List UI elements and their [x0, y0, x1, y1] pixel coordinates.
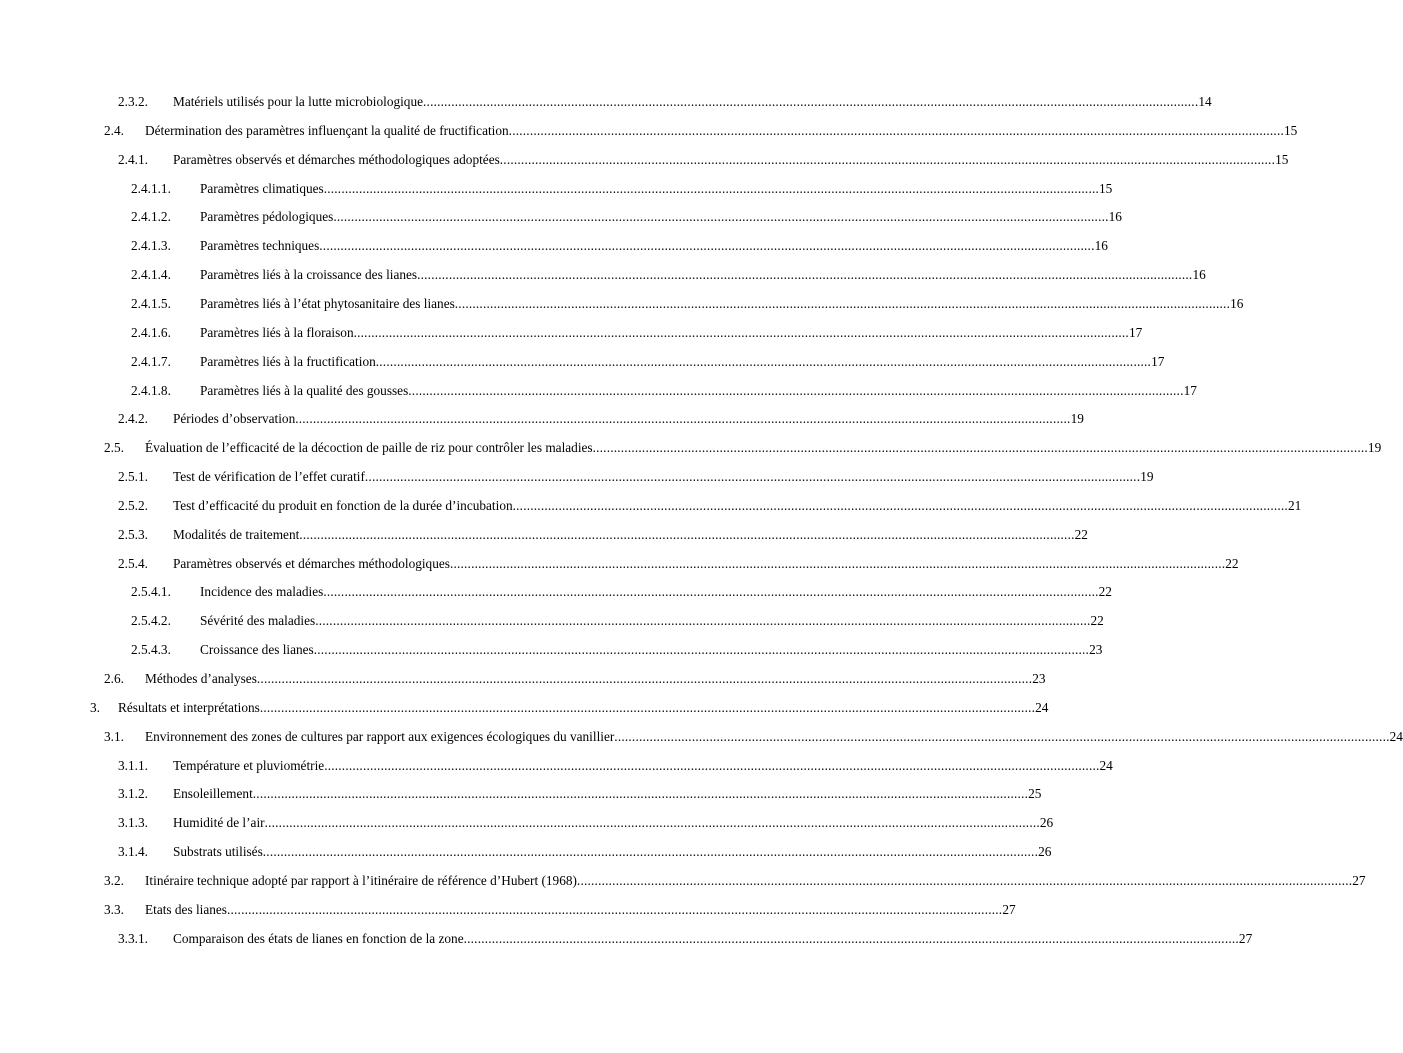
- toc-entry-page: 24: [1389, 728, 1403, 744]
- toc-entry[interactable]: [0, 930, 1253, 948]
- toc-entry[interactable]: [0, 295, 1244, 313]
- toc-dot-leader: ............................................................................................................................................................................................................................: [252, 786, 1029, 802]
- toc-entry-number: 2.4.1.3.: [131, 238, 171, 254]
- toc-entry-page: 19: [1070, 411, 1084, 427]
- toc-entry-title: Paramètres pédologiques: [200, 209, 334, 225]
- toc-entry-number: 2.5.4.2.: [131, 613, 171, 629]
- toc-entry[interactable]: [0, 526, 1088, 544]
- toc-entry-page: 26: [1039, 815, 1054, 831]
- toc-entry[interactable]: [0, 237, 1108, 255]
- toc-entry-number: 3.: [90, 699, 100, 715]
- toc-dot-leader: ............................................................................................................................................................................................................................: [226, 901, 1003, 917]
- toc-entry-page: 17: [1183, 382, 1197, 398]
- toc-entry-page: 16: [1108, 209, 1122, 225]
- toc-entry-page: 24: [1099, 757, 1113, 773]
- toc-entry-number: 2.4.1.4.: [131, 267, 171, 283]
- toc-entry-page: 14: [1198, 94, 1212, 109]
- toc-entry-page: 19: [1140, 469, 1154, 485]
- toc-dot-leader: ............................................................................................................................................................................................................................: [264, 815, 1040, 831]
- toc-entry-page: 25: [1028, 786, 1042, 802]
- toc-entry-title: Matériels utilisés pour la lutte microbiologique: [173, 94, 424, 109]
- toc-dot-leader: ............................................................................................................................................................................................................................: [408, 382, 1184, 398]
- toc-entry[interactable]: [0, 612, 1104, 630]
- toc-entry[interactable]: [0, 555, 1239, 573]
- toc-dot-leader: ............................................................................................................................................................................................................................: [423, 94, 1199, 109]
- toc-dot-leader: ............................................................................................................................................................................................................................: [313, 642, 1090, 658]
- toc-dot-leader: ............................................................................................................................................................................................................................: [364, 469, 1141, 485]
- toc-entry-page: 22: [1090, 613, 1104, 629]
- toc-entry-number: 2.5.4.: [118, 555, 148, 571]
- toc-entry-number: 2.4.2.: [118, 411, 148, 427]
- toc-entry[interactable]: [0, 151, 1289, 169]
- toc-entry-number: 3.1.3.: [118, 815, 148, 831]
- toc-entry[interactable]: [0, 843, 1052, 861]
- toc-entry-title: Paramètres observés et démarches méthodologiques adoptées: [173, 151, 500, 167]
- toc-entry-number: 2.4.1.: [118, 151, 148, 167]
- toc-entry-number: 2.4.: [104, 122, 124, 138]
- toc-entry[interactable]: [0, 901, 1016, 919]
- toc-dot-leader: ............................................................................................................................................................................................................................: [262, 844, 1039, 860]
- toc-dot-leader: ............................................................................................................................................................................................................................: [324, 757, 1100, 773]
- toc-dot-leader: ............................................................................................................................................................................................................................: [375, 353, 1152, 369]
- toc-entry-title: Sévérité des maladies: [200, 613, 316, 629]
- toc-entry-number: 2.4.1.7.: [131, 353, 171, 369]
- toc-entry[interactable]: [0, 208, 1122, 226]
- toc-dot-leader: ............................................................................................................................................................................................................................: [315, 613, 1091, 629]
- toc-entry[interactable]: [0, 93, 1212, 111]
- toc-entry-title: Environnement des zones de cultures par rapport aux exigences écologiques du vanillier: [145, 728, 615, 744]
- toc-entry-title: Paramètres climatiques: [200, 180, 324, 196]
- toc-entry-page: 19: [1367, 440, 1382, 456]
- toc-entry[interactable]: [0, 872, 1366, 890]
- toc-entry-number: 2.3.2.: [118, 94, 148, 109]
- toc-entry-title: Détermination des paramètres influençant la qualité de fructification: [145, 122, 509, 138]
- toc-entry-title: Itinéraire technique adopté par rapport à l’itinéraire de référence d’Hubert (1968): [145, 872, 577, 888]
- toc-entry-number: 2.5.1.: [118, 469, 148, 485]
- toc-entry-title: Ensoleillement: [173, 786, 253, 802]
- toc-entry-number: 2.5.3.: [118, 526, 148, 542]
- toc-entry-title: Modalités de traitement: [173, 526, 300, 542]
- toc-entry[interactable]: [0, 785, 1042, 803]
- toc-dot-leader: ............................................................................................................................................................................................................................: [323, 180, 1100, 196]
- toc-entry-title: Comparaison des états de lianes en fonction de la zone: [173, 930, 464, 946]
- toc-entry-page: 26: [1038, 844, 1052, 860]
- toc-entry-number: 3.2.: [104, 872, 124, 888]
- toc-entry[interactable]: [0, 670, 1046, 688]
- toc-entry-title: Incidence des maladies: [200, 584, 324, 600]
- toc-entry-number: 2.5.: [104, 440, 124, 456]
- toc-entry-number: 3.1.4.: [118, 844, 148, 860]
- toc-entry-number: 2.5.4.1.: [131, 584, 171, 600]
- toc-entry-page: 22: [1074, 526, 1088, 542]
- toc-entry-number: 2.6.: [104, 671, 124, 686]
- toc-dot-leader: ............................................................................................................................................................................................................................: [454, 295, 1231, 311]
- toc-entry-page: 24: [1035, 699, 1049, 715]
- toc-entry[interactable]: [0, 814, 1054, 832]
- toc-dot-leader: ............................................................................................................................................................................................................................: [333, 209, 1109, 225]
- toc-dot-leader: ............................................................................................................................................................................................................................: [417, 267, 1193, 283]
- toc-entry-number: 2.4.1.6.: [131, 324, 171, 340]
- toc-dot-leader: ............................................................................................................................................................................................................................: [463, 930, 1239, 946]
- toc-entry-title: Température et pluviométrie: [173, 757, 325, 773]
- toc-entry-number: 2.4.1.5.: [131, 295, 171, 311]
- toc-entry-title: Test de vérification de l’effet curatif: [173, 469, 365, 485]
- toc-entry-title: Paramètres liés à la croissance des lianes: [200, 267, 418, 283]
- toc-entry-page: 16: [1230, 295, 1244, 311]
- toc-entry-page: 23: [1089, 642, 1103, 658]
- toc-entry[interactable]: [0, 266, 1206, 284]
- toc-entry[interactable]: [0, 641, 1103, 659]
- toc-dot-leader: ............................................................................................................................................................................................................................: [259, 699, 1036, 715]
- toc-entry-page: 21: [1287, 497, 1302, 513]
- toc-entry-number: 3.3.: [104, 901, 124, 917]
- toc-entry[interactable]: [0, 324, 1143, 342]
- toc-entry[interactable]: [0, 353, 1165, 371]
- toc-entry-title: Etats des lianes: [145, 901, 227, 917]
- toc-entry-page: 16: [1094, 238, 1108, 254]
- toc-entry-title: Résultats et interprétations: [118, 699, 260, 715]
- toc-entry-number: 3.1.: [104, 728, 124, 744]
- toc-entry-title: Humidité de l’air: [173, 815, 265, 831]
- toc-entry-number: 2.5.2.: [118, 497, 148, 513]
- toc-entry[interactable]: [0, 497, 1302, 515]
- toc-dot-leader: ............................................................................................................................................................................................................................: [614, 728, 1390, 744]
- toc-entry-title: Paramètres observés et démarches méthodologiques: [173, 555, 450, 571]
- toc-entry-page: 15: [1275, 151, 1289, 167]
- toc-dot-leader: ............................................................................................................................................................................................................................: [592, 440, 1368, 456]
- toc-entry-title: Paramètres liés à la qualité des gousses: [200, 382, 409, 398]
- toc-entry-page: 15: [1099, 180, 1113, 196]
- toc-entry-title: Paramètres liés à la fructification: [200, 353, 376, 369]
- toc-entry-title: Paramètres liés à la floraison: [200, 324, 354, 340]
- toc-entry[interactable]: [0, 439, 1382, 457]
- toc-entry-number: 2.5.4.3.: [131, 642, 171, 658]
- toc-entry[interactable]: [0, 122, 1298, 140]
- toc-entry-title: Paramètres liés à l’état phytosanitaire des lianes: [200, 295, 455, 311]
- toc-entry-title: Croissance des lianes: [200, 642, 314, 658]
- toc-entry[interactable]: [0, 583, 1112, 601]
- toc-entry-title: Évaluation de l’efficacité de la décoction de paille de riz pour contrôler les maladies: [145, 440, 593, 456]
- toc-entry-title: Périodes d’observation: [173, 411, 296, 427]
- toc-dot-leader: ............................................................................................................................................................................................................................: [323, 584, 1099, 600]
- toc-entry-page: 16: [1192, 267, 1206, 283]
- toc-dot-leader: ............................................................................................................................................................................................................................: [508, 122, 1284, 138]
- toc-entry[interactable]: [0, 699, 1049, 717]
- toc-dot-leader: ............................................................................................................................................................................................................................: [512, 497, 1288, 513]
- toc-entry-number: 2.4.1.8.: [131, 382, 171, 398]
- toc-entry-page: 22: [1098, 584, 1112, 600]
- toc-entry[interactable]: [0, 468, 1154, 486]
- toc-entry-page: 27: [1002, 901, 1016, 917]
- toc-entry-title: Substrats utilisés: [173, 844, 263, 860]
- toc-entry[interactable]: [0, 728, 1403, 746]
- toc-entry-number: 2.4.1.2.: [131, 209, 171, 225]
- toc-entry[interactable]: [0, 410, 1084, 428]
- toc-entry-title: Méthodes d’analyses: [145, 671, 257, 686]
- toc-entry-number: 3.1.2.: [118, 786, 148, 802]
- toc-dot-leader: ............................................................................................................................................................................................................................: [319, 238, 1095, 254]
- toc-entry-page: 23: [1032, 671, 1046, 686]
- toc-entry-page: 17: [1151, 353, 1165, 369]
- toc-dot-leader: ............................................................................................................................................................................................................................: [499, 151, 1276, 167]
- toc-dot-leader: ............................................................................................................................................................................................................................: [256, 671, 1033, 686]
- toc-entry[interactable]: [0, 180, 1113, 198]
- toc-entry-page: 27: [1238, 930, 1253, 946]
- toc-entry-number: 3.3.1.: [118, 930, 148, 946]
- toc-entry-page: 17: [1128, 324, 1143, 340]
- toc-entry-title: Test d’efficacité du produit en fonction de la durée d’incubation: [173, 497, 513, 513]
- toc-entry-number: 3.1.1.: [118, 757, 148, 773]
- toc-entry[interactable]: [0, 757, 1113, 775]
- toc-dot-leader: ............................................................................................................................................................................................................................: [449, 555, 1226, 571]
- toc-entry-page: 27: [1352, 872, 1366, 888]
- toc-entry-title: Paramètres techniques: [200, 238, 320, 254]
- toc-entry-page: 15: [1284, 122, 1298, 138]
- toc-dot-leader: ............................................................................................................................................................................................................................: [295, 411, 1071, 427]
- toc-dot-leader: ............................................................................................................................................................................................................................: [353, 324, 1129, 340]
- toc-entry[interactable]: [0, 382, 1197, 400]
- toc-entry-number: 2.4.1.1.: [131, 180, 171, 196]
- toc-dot-leader: ............................................................................................................................................................................................................................: [576, 872, 1353, 888]
- toc-entry-page: 22: [1225, 555, 1239, 571]
- toc-dot-leader: ............................................................................................................................................................................................................................: [299, 526, 1075, 542]
